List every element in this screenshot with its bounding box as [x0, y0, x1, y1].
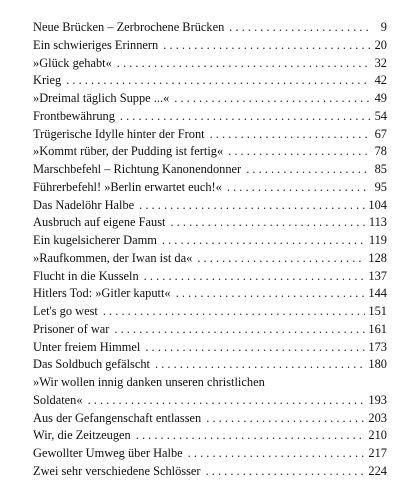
- toc-entry: [33, 232, 387, 250]
- toc-entry-title: Wir, die Zeitzeugen: [33, 428, 131, 443]
- toc-entry-title: Flucht in die Kusseln: [33, 268, 139, 283]
- toc-entry-title: Prisoner of war: [33, 321, 110, 336]
- toc-entry-title: Zwei sehr verschiedene Schlösser: [33, 463, 201, 478]
- toc-entry-page: 20: [374, 37, 387, 52]
- toc-entry-title: Gewollter Umweg über Halbe: [33, 446, 183, 460]
- dot-leader: [197, 250, 365, 268]
- toc-entry-page: 210: [368, 428, 387, 443]
- toc-entry-title: Unter freiem Himmel: [33, 339, 141, 354]
- toc-entry-title: »Dreimal täglich Suppe ...«: [33, 91, 170, 105]
- dot-leader: [228, 143, 370, 161]
- dot-leader: [176, 285, 366, 303]
- dot-leader: [210, 126, 370, 144]
- toc-entry: [33, 445, 387, 463]
- toc-entry-page: 137: [368, 268, 387, 283]
- toc-entry-title: Ein kugelsicherer Damm: [33, 233, 157, 247]
- toc-entry-page: 119: [368, 233, 387, 247]
- toc-entry-title: Ein schwieriges Erinnern: [33, 37, 159, 52]
- dot-leader: [155, 356, 365, 374]
- dot-leader: [114, 321, 365, 339]
- toc-entry: [33, 268, 387, 286]
- dot-leader: [227, 179, 370, 197]
- toc-entry-title: Let's go west: [33, 304, 98, 318]
- toc-entry: [33, 126, 387, 144]
- table-of-contents: [33, 19, 387, 481]
- dot-leader: [117, 55, 370, 73]
- toc-entry-title: Führerbefehl! »Berlin erwartet euch!«: [33, 179, 222, 194]
- dot-leader: [139, 197, 365, 215]
- toc-entry-page: 180: [368, 357, 387, 372]
- dot-leader: [162, 232, 366, 250]
- toc-entry-title: Das Nadelöhr Halbe: [33, 197, 135, 212]
- toc-entry-title: Soldaten«: [33, 392, 83, 407]
- dot-leader: [144, 268, 366, 286]
- toc-entry-title: »Raufkommen, der Iwan ist da«: [33, 250, 193, 265]
- toc-entry-page: 67: [374, 126, 387, 141]
- toc-entry: [33, 143, 387, 161]
- toc-entry: [33, 463, 387, 481]
- toc-entry-title: Frontbewährung: [33, 108, 115, 123]
- toc-entry-page: 32: [374, 55, 387, 70]
- toc-entry: [33, 339, 387, 357]
- toc-entry-first-line: [33, 374, 387, 392]
- toc-entry-title: Ausbruch auf eigene Faust: [33, 215, 166, 230]
- toc-entry: [33, 108, 387, 126]
- dot-leader: [170, 214, 365, 232]
- toc-entry: [33, 37, 387, 55]
- toc-entry-title: Krieg: [33, 73, 62, 88]
- toc-entry-page: 9: [380, 20, 387, 34]
- toc-entry-title: Das Soldbuch gefälscht: [33, 357, 150, 372]
- toc-entry: [33, 392, 387, 410]
- toc-entry-page: 173: [368, 339, 387, 354]
- toc-entry-page: 144: [368, 286, 387, 301]
- dot-leader: [120, 108, 370, 126]
- toc-entry: [33, 197, 387, 215]
- toc-entry: [33, 321, 387, 339]
- toc-entry-page: 203: [368, 410, 387, 425]
- dot-leader: [145, 339, 365, 357]
- toc-entry: [33, 72, 387, 90]
- toc-entry: [33, 19, 387, 37]
- toc-entry-page: 42: [374, 73, 387, 88]
- dot-leader: [66, 72, 370, 90]
- toc-entry-page: 224: [368, 463, 387, 478]
- toc-entry: [33, 410, 387, 428]
- toc-entry-page: 161: [368, 321, 387, 336]
- toc-entry-page: 85: [374, 162, 387, 176]
- toc-entry-page: 113: [368, 215, 387, 230]
- toc-entry-title: »Wir wollen innig danken unseren christlichen: [33, 375, 265, 389]
- toc-entry-page: 95: [374, 179, 387, 194]
- dot-leader: [229, 19, 370, 37]
- toc-entry: [33, 179, 387, 197]
- toc-entry-title: »Kommt rüber, der Pudding ist fertig«: [33, 144, 224, 159]
- toc-entry-title: Neue Brücken – Zerbrochene Brücken: [33, 20, 225, 34]
- toc-entry-page: 104: [368, 197, 387, 212]
- toc-entry-title: Hitlers Tod: »Gitler kaputt«: [33, 286, 171, 301]
- dot-leader: [174, 90, 370, 108]
- toc-entry-title: »Glück gehabt«: [33, 55, 112, 70]
- toc-entry-page: 217: [368, 446, 387, 460]
- toc-entry-page: 49: [374, 91, 387, 105]
- toc-entry: [33, 214, 387, 232]
- dot-leader: [103, 303, 366, 321]
- toc-entry-title: Marschbefehl – Richtung Kanonendonner: [33, 162, 242, 176]
- toc-entry-page: 128: [368, 250, 387, 265]
- dot-leader: [136, 427, 366, 445]
- dot-leader: [246, 161, 370, 179]
- toc-entry: [33, 55, 387, 73]
- toc-entry: [33, 285, 387, 303]
- dot-leader: [188, 445, 366, 463]
- toc-entry-title: Aus der Gefangenschaft entlassen: [33, 410, 202, 425]
- dot-leader: [163, 37, 370, 55]
- toc-entry: [33, 427, 387, 445]
- toc-entry: [33, 161, 387, 179]
- dot-leader: [88, 392, 366, 410]
- toc-entry-page: 193: [368, 392, 387, 407]
- toc-entry: [33, 356, 387, 374]
- toc-entry-page: 54: [374, 108, 387, 123]
- toc-entry-title: Trügerische Idylle hinter der Front: [33, 126, 205, 141]
- dot-leader: [206, 410, 365, 428]
- dot-leader: [206, 463, 366, 481]
- toc-entry: [33, 250, 387, 268]
- toc-entry-page: 151: [368, 304, 387, 318]
- toc-entry: [33, 90, 387, 108]
- toc-entry: [33, 303, 387, 321]
- toc-entry-page: 78: [374, 144, 387, 159]
